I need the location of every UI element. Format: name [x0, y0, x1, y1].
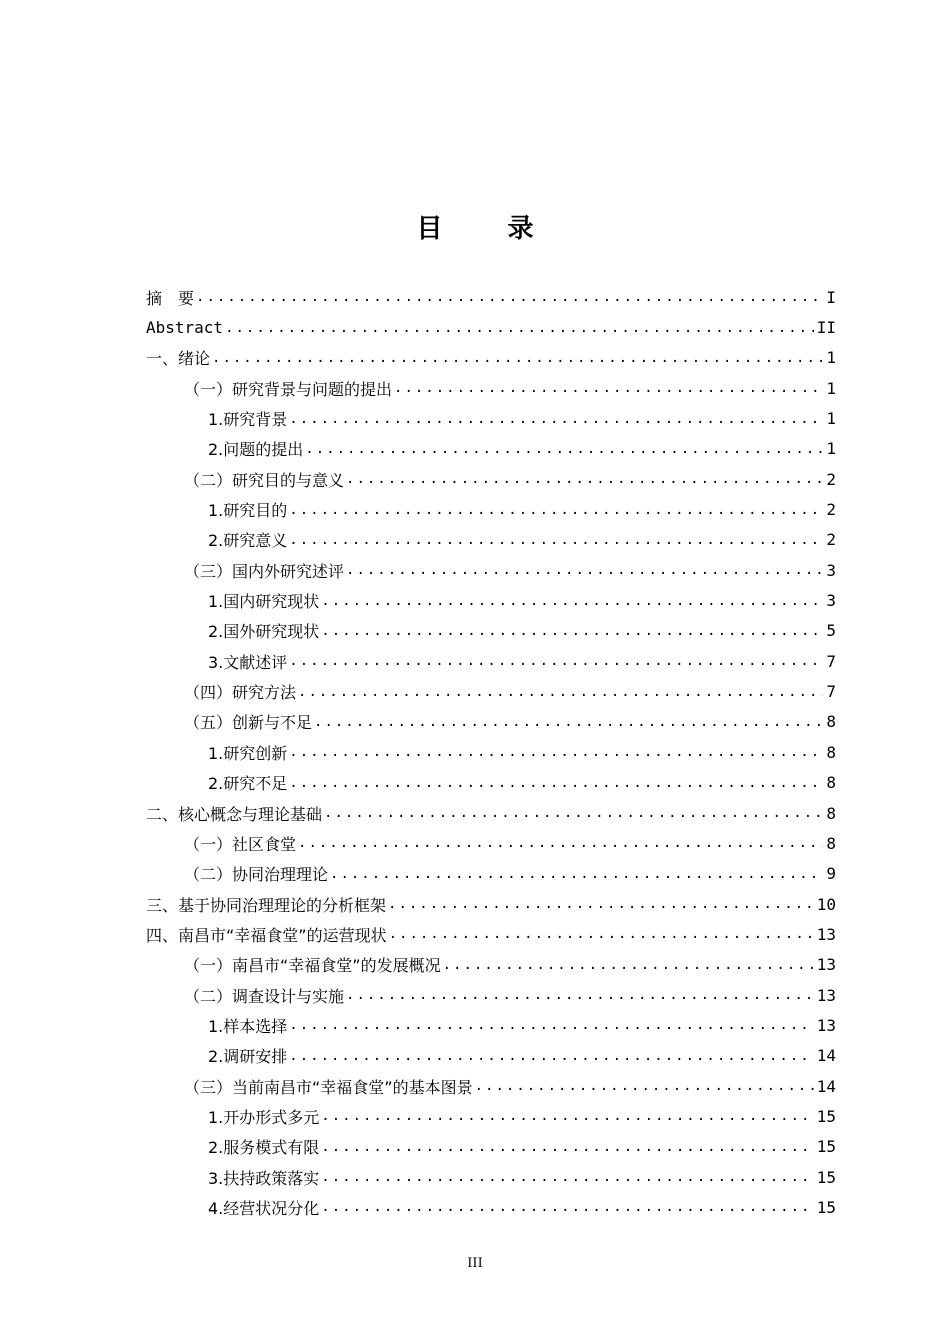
toc-entry[interactable]: [146, 282, 836, 312]
toc-leader-dots: [346, 471, 823, 487]
toc-entry[interactable]: [146, 343, 836, 373]
toc-leader-dots: [388, 896, 814, 912]
toc-entry[interactable]: [146, 889, 836, 919]
toc-entry-text: 1.研究目的: [208, 501, 288, 521]
toc-leader-dots: [321, 593, 823, 609]
toc-entry-page: 1: [826, 409, 836, 429]
toc-entry[interactable]: [146, 555, 836, 585]
toc-entry-page: 7: [826, 651, 836, 671]
toc-entry-text: 2.服务模式有限: [208, 1138, 320, 1158]
toc-leader-dots: [321, 1199, 813, 1215]
toc-entry[interactable]: [146, 1192, 836, 1222]
toc-entry[interactable]: [146, 737, 836, 767]
toc-entry-page: 8: [826, 833, 836, 853]
toc-entry-page: 13: [816, 1015, 836, 1035]
toc-entry[interactable]: [146, 646, 836, 676]
toc-entry-page: 9: [826, 864, 836, 884]
toc-entry-page: 8: [826, 712, 836, 732]
toc-entry-page: 1: [826, 378, 836, 398]
toc-entry[interactable]: [146, 616, 836, 646]
toc-entry-page: 2: [826, 500, 836, 520]
toc-entry-text: 四、南昌市“幸福食堂”的运营现状: [146, 925, 387, 945]
toc-leader-dots: [346, 562, 823, 578]
toc-entry-text: 2.问题的提出: [208, 440, 304, 460]
toc-entry-text: 1.国内研究现状: [208, 592, 320, 612]
toc-entry-page: 15: [816, 1167, 836, 1187]
toc-entry-page: 13: [816, 924, 836, 944]
toc-entry-text: 1.开办形式多元: [208, 1107, 320, 1127]
toc-leader-dots: [443, 957, 814, 973]
toc-leader-dots: [321, 1169, 813, 1185]
toc-entry-text: 3.文献述评: [208, 652, 288, 672]
toc-entry[interactable]: [146, 676, 836, 706]
toc-entry[interactable]: [146, 1132, 836, 1162]
toc-entry[interactable]: [146, 585, 836, 615]
toc-entry[interactable]: [146, 768, 836, 798]
toc-entry-text: （三）当前南昌市“幸福食堂”的基本图景: [184, 1077, 473, 1097]
toc-entry-text: 4.经营状况分化: [208, 1198, 320, 1218]
toc-entry-text: （一）社区食堂: [184, 834, 297, 854]
toc-title: 目 录: [416, 214, 562, 244]
toc-entry-page: 1: [826, 439, 836, 459]
toc-entry[interactable]: [146, 1041, 836, 1071]
toc-entry-text: Abstract: [146, 318, 224, 338]
toc-leader-dots: [321, 1108, 813, 1124]
toc-entry-text: 摘 要: [146, 288, 195, 308]
toc-entry-page: 8: [826, 742, 836, 762]
toc-entry-text: 2.研究不足: [208, 774, 288, 794]
toc-entry-page: 2: [826, 530, 836, 550]
toc-leader-dots: [324, 805, 823, 821]
toc-entry-page: 8: [826, 803, 836, 823]
toc-leader-dots: [346, 987, 814, 1003]
toc-entry-text: 一、绪论: [146, 349, 211, 369]
toc-leader-dots: [321, 1139, 813, 1155]
toc-entry-page: II: [816, 318, 836, 338]
toc-entry[interactable]: [146, 1071, 836, 1101]
toc-entry-text: （二）协同治理理论: [184, 865, 329, 885]
toc-entry-page: 14: [816, 1076, 836, 1096]
toc-leader-dots: [289, 532, 823, 548]
toc-entry-text: 3.扶持政策落实: [208, 1168, 320, 1188]
toc-entry-text: （四）研究方法: [184, 683, 297, 703]
toc-entry-text: （五）创新与不足: [184, 713, 313, 733]
toc-entry-page: 13: [816, 985, 836, 1005]
toc-leader-dots: [314, 714, 823, 730]
toc-leader-dots: [289, 775, 823, 791]
toc-entry-text: 三、基于协同治理理论的分析框架: [146, 895, 387, 915]
toc-entry[interactable]: [146, 1010, 836, 1040]
toc-entry[interactable]: [146, 403, 836, 433]
toc-leader-dots: [330, 866, 823, 882]
toc-leader-dots: [212, 350, 823, 366]
toc-entry-page: 3: [826, 560, 836, 580]
toc-entry-text: （二）调查设计与实施: [184, 986, 345, 1006]
toc-leader-dots: [475, 1078, 814, 1094]
toc-entry-page: 15: [816, 1106, 836, 1126]
toc-entry-page: 10: [816, 894, 836, 914]
toc-leader-dots: [305, 441, 823, 457]
toc-leader-dots: [289, 1017, 813, 1033]
toc-entry-page: 5: [826, 621, 836, 641]
toc-leader-dots: [225, 320, 814, 336]
toc-entry[interactable]: [146, 980, 836, 1010]
toc-entry-text: 2.调研安排: [208, 1047, 288, 1067]
toc-entry-page: 2: [826, 469, 836, 489]
toc-entry[interactable]: [146, 525, 836, 555]
toc-entry-page: 15: [816, 1197, 836, 1217]
toc-entry-text: 2.国外研究现状: [208, 622, 320, 642]
toc-entry-text: （三）国内外研究述评: [184, 561, 345, 581]
toc-list: [146, 282, 836, 1223]
toc-entry-page: 14: [816, 1046, 836, 1066]
toc-entry-text: （一）南昌市“幸福食堂”的发展概况: [184, 956, 441, 976]
toc-entry[interactable]: [146, 950, 836, 980]
toc-entry-text: 1.样本选择: [208, 1016, 288, 1036]
toc-entry[interactable]: [146, 798, 836, 828]
toc-entry-text: 2.研究意义: [208, 531, 288, 551]
toc-leader-dots: [394, 380, 823, 396]
toc-leader-dots: [289, 1048, 813, 1064]
toc-entry[interactable]: [146, 434, 836, 464]
toc-entry[interactable]: [146, 859, 836, 889]
toc-entry-page: I: [826, 287, 836, 307]
toc-entry[interactable]: [146, 373, 836, 403]
toc-leader-dots: [289, 502, 823, 518]
toc-leader-dots: [289, 411, 823, 427]
toc-entry[interactable]: [146, 919, 836, 949]
toc-entry[interactable]: [146, 828, 836, 858]
toc-entry-page: 7: [826, 682, 836, 702]
toc-leader-dots: [298, 684, 823, 700]
page-number: III: [467, 1256, 483, 1271]
toc-leader-dots: [289, 744, 823, 760]
toc-leader-dots: [321, 623, 823, 639]
toc-entry-page: 15: [816, 1137, 836, 1157]
toc-entry-text: 1.研究背景: [208, 410, 288, 430]
toc-entry[interactable]: [146, 707, 836, 737]
toc-leader-dots: [289, 653, 823, 669]
toc-entry-text: 1.研究创新: [208, 743, 288, 763]
toc-entry-text: （二）研究目的与意义: [184, 470, 345, 490]
toc-entry-page: 13: [816, 955, 836, 975]
toc-leader-dots: [298, 835, 823, 851]
toc-entry[interactable]: [146, 1101, 836, 1131]
toc-entry-text: 二、核心概念与理论基础: [146, 804, 323, 824]
toc-entry-page: 8: [826, 773, 836, 793]
toc-entry[interactable]: [146, 312, 836, 342]
toc-leader-dots: [389, 926, 814, 942]
toc-entry-text: （一）研究背景与问题的提出: [184, 379, 393, 399]
toc-leader-dots: [196, 289, 823, 305]
toc-entry[interactable]: [146, 464, 836, 494]
toc-entry-page: 1: [826, 348, 836, 368]
toc-entry[interactable]: [146, 494, 836, 524]
toc-entry-page: 3: [826, 591, 836, 611]
toc-entry[interactable]: [146, 1162, 836, 1192]
